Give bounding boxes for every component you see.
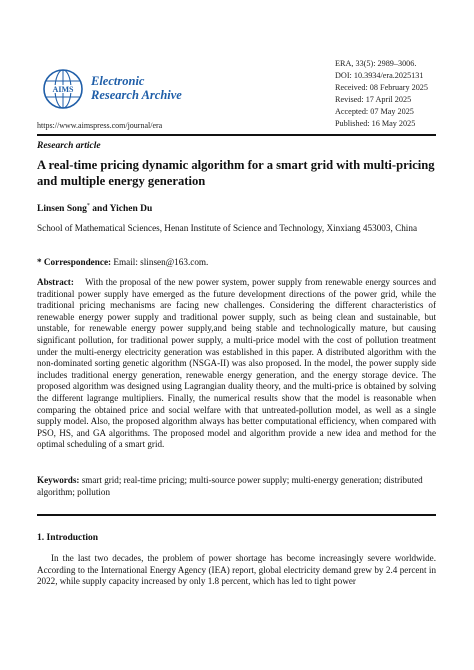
article-title: A real-time pricing dynamic algorithm for a smart grid with multi-pricing and multiple energy generation	[37, 158, 435, 188]
abstract	[37, 277, 436, 451]
keywords-text: smart grid; real-time pricing; multi-source power supply; multi-energy generation; distributed algorithm; pollution	[37, 475, 423, 497]
correspondence-label: * Correspondence:	[37, 257, 112, 267]
meta-doi[interactable]: DOI: 10.3934/era.2025131	[335, 71, 424, 81]
author-name[interactable]: Yichen Du	[109, 204, 153, 215]
author-list	[37, 203, 152, 214]
logo-text: AIMS	[52, 85, 74, 94]
journal-name-line1: Electronic	[91, 74, 145, 88]
meta-revised: Revised: 17 April 2025	[335, 95, 412, 105]
meta-published: Published: 16 May 2025	[335, 119, 416, 129]
section-heading: 1. Introduction	[37, 533, 99, 543]
meta-accepted: Accepted: 07 May 2025	[335, 107, 414, 117]
journal-name-line2: Research Archive	[91, 88, 182, 102]
intro-paragraph: In the last two decades, the problem of power shortage has become increasingly severe worldwide. According to the International Energy Agency (IEA) report, global electricity demand grew by 2.4 percent in 2022, while supply capacity increased by only 1.8 percent, which has led to tight power	[37, 553, 436, 587]
section-divider	[37, 514, 436, 516]
author-separator: and	[89, 204, 110, 215]
author-name[interactable]: Linsen Song	[37, 204, 87, 215]
journal-url-link[interactable]: https://www.aimspress.com/journal/era	[37, 121, 163, 130]
header-divider	[37, 134, 436, 136]
abstract-label: Abstract:	[37, 277, 74, 287]
article-metadata	[335, 58, 428, 131]
affiliation: School of Mathematical Sciences, Henan Institute of Science and Technology, Xinxiang 453003, China	[37, 223, 418, 233]
keywords	[37, 475, 436, 498]
journal-name[interactable]	[91, 74, 182, 102]
aims-logo-icon	[42, 68, 84, 110]
article-type: Research article	[37, 141, 101, 151]
meta-citation: ERA, 33(5): 2989–3006.	[335, 59, 417, 68]
abstract-text: With the proposal of the new power system, power supply from renewable energy sources and traditional power supply have emerged as the future development directions of the power grid, while the traditional pricing mechanisms are facing new challenges. Considering the different characteristics of renewable energy power supply and traditional power supply, such as being clean and sustainable, but unstable, for renewable energy power supply,and being stable and technologically mature, but causing significant pollution, for traditional power supply, a multi-price model with the cost of pollution treatment under the multi-energy electricity generation was established in this paper. A distributed algorithm with the non-dominated sorting genetic algorithm (NSGA-II) was also proposed. In the model, the power supply side includes traditional energy generation, renewable energy generation, and the energy storage device. The proposed algorithm was designed using Lagrangian duality theory, and the multi-price is obtained by solving the different lagrange multipliers. Finally, the numerical results show that the model is reasonable when comparing the obtained price and social welfare with that untreated-pollution model, as well as a single supply model. Also, the proposed algorithm always has better computational efficiency, when compared with PSO, HS, and GA algorithms. The proposed model and algorithm provide a new idea and method for the optimal scheduling of a smart grid.	[37, 277, 437, 450]
corresponding-mark: *	[86, 203, 90, 209]
correspondence	[37, 257, 208, 267]
correspondence-email[interactable]: Email: slinsen@163.com.	[111, 257, 209, 267]
meta-received: Received: 08 February 2025	[335, 83, 428, 93]
keywords-label: Keywords:	[37, 475, 80, 485]
